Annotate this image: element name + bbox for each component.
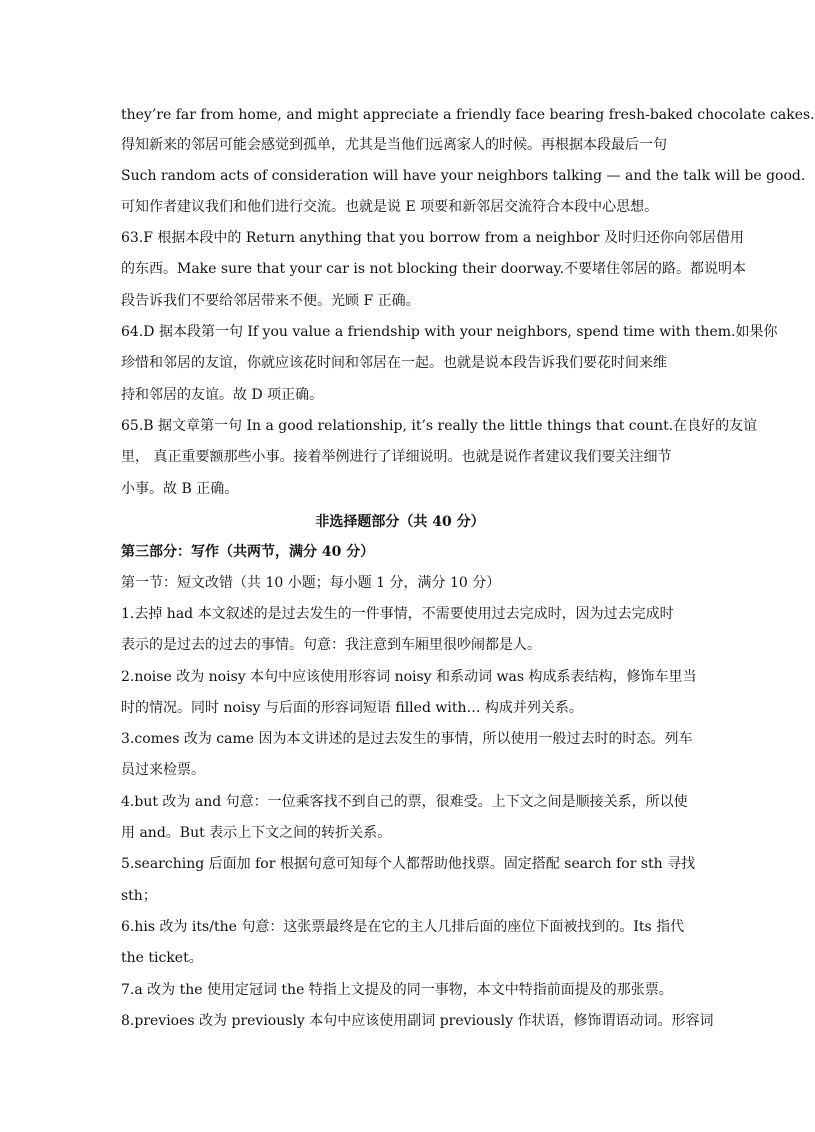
subsection-heading: 第一节：短文改错（共 10 小题；每小题 1 分，满分 10 分） [121, 575, 501, 591]
text-line: Such random acts of consideration will have your neighbors talking — and the talk will be good. [121, 168, 806, 184]
text-line: 里， 真正重要额那些小事。接着举例进行了详细说明。也就是说作者建议我们要关注细节 [121, 449, 672, 465]
text-line: 可知作者建议我们和他们进行交流。也就是说 E 项要和新邻居交流符合本段中心思想。 [121, 199, 659, 215]
text-line: 6.his 改为 its/the 句意：这张票最终是在它的主人几排后面的座位下面被找到的。Its 指代 [121, 919, 685, 935]
text-line: 时的情况。同时 noisy 与后面的形容词短语 filled with… 构成并列关系。 [121, 700, 583, 716]
text-line: 珍惜和邻居的友谊，你就应该花时间和邻居在一起。也就是说本段告诉我们要花时间来维 [121, 355, 667, 371]
section-heading: 非选择题部分（共 40 分） [315, 514, 485, 530]
text-line: 得知新来的邻居可能会感觉到孤单，尤其是当他们远离家人的时候。再根据本段最后一句 [121, 137, 667, 153]
text-line: 8.previoes 改为 previously 本句中应该使用副词 previously 作状语，修饰谓语动词。形容词 [121, 1013, 714, 1029]
text-line: 65.B 据文章第一句 In a good relationship, it’s really the little things that count.在良好的友谊 [121, 418, 758, 434]
text-line: 64.D 据本段第一句 If you value a friendship with your neighbors, spend time with them.如果你 [121, 324, 778, 340]
text-line: 1.去掉 had 本文叙述的是过去发生的一件事情，不需要使用过去完成时，因为过去完成时 [121, 606, 674, 622]
part-heading: 第三部分：写作（共两节，满分 40 分） [121, 544, 375, 560]
text-line: 3.comes 改为 came 因为本文讲述的是过去发生的事情，所以使用一般过去时的时态。列车 [121, 731, 693, 747]
text-line: 持和邻居的友谊。故 D 项正确。 [121, 387, 324, 403]
text-line: 表示的是过去的过去的事情。句意：我注意到车厢里很吵闹都是人。 [121, 637, 541, 653]
text-line: 63.F 根据本段中的 Return anything that you borrow from a neighbor 及时归还你向邻居借用 [121, 230, 744, 246]
text-line: 4.but 改为 and 句意：一位乘客找不到自己的票，很难受。上下文之间是顺接关系，所以使 [121, 794, 688, 810]
text-line: 7.a 改为 the 使用定冠词 the 特指上文提及的同一事物，本文中特指前面提及的那张票。 [121, 982, 673, 998]
text-line: 的东西。Make sure that your car is not blocking their doorway.不要堵住邻居的路。都说明本 [121, 261, 747, 277]
text-line: the ticket。 [121, 950, 203, 966]
text-line: sth； [121, 888, 157, 904]
text-line: 员过来检票。 [121, 762, 205, 778]
text-line: 5.searching 后面加 for 根据句意可知每个人都帮助他找票。固定搭配 search for sth 寻找 [121, 856, 696, 872]
text-line: 小事。故 B 正确。 [121, 481, 239, 497]
text-line: 用 and。But 表示上下文之间的转折关系。 [121, 825, 392, 841]
text-line: they’re far from home, and might appreciate a friendly face bearing fresh-baked chocolate cakes. [121, 107, 815, 123]
text-line: 2.noise 改为 noisy 本句中应该使用形容词 noisy 和系动词 was 构成系表结构，修饰车里当 [121, 669, 697, 685]
text-line: 段告诉我们不要给邻居带来不便。光顾 F 正确。 [121, 293, 420, 309]
